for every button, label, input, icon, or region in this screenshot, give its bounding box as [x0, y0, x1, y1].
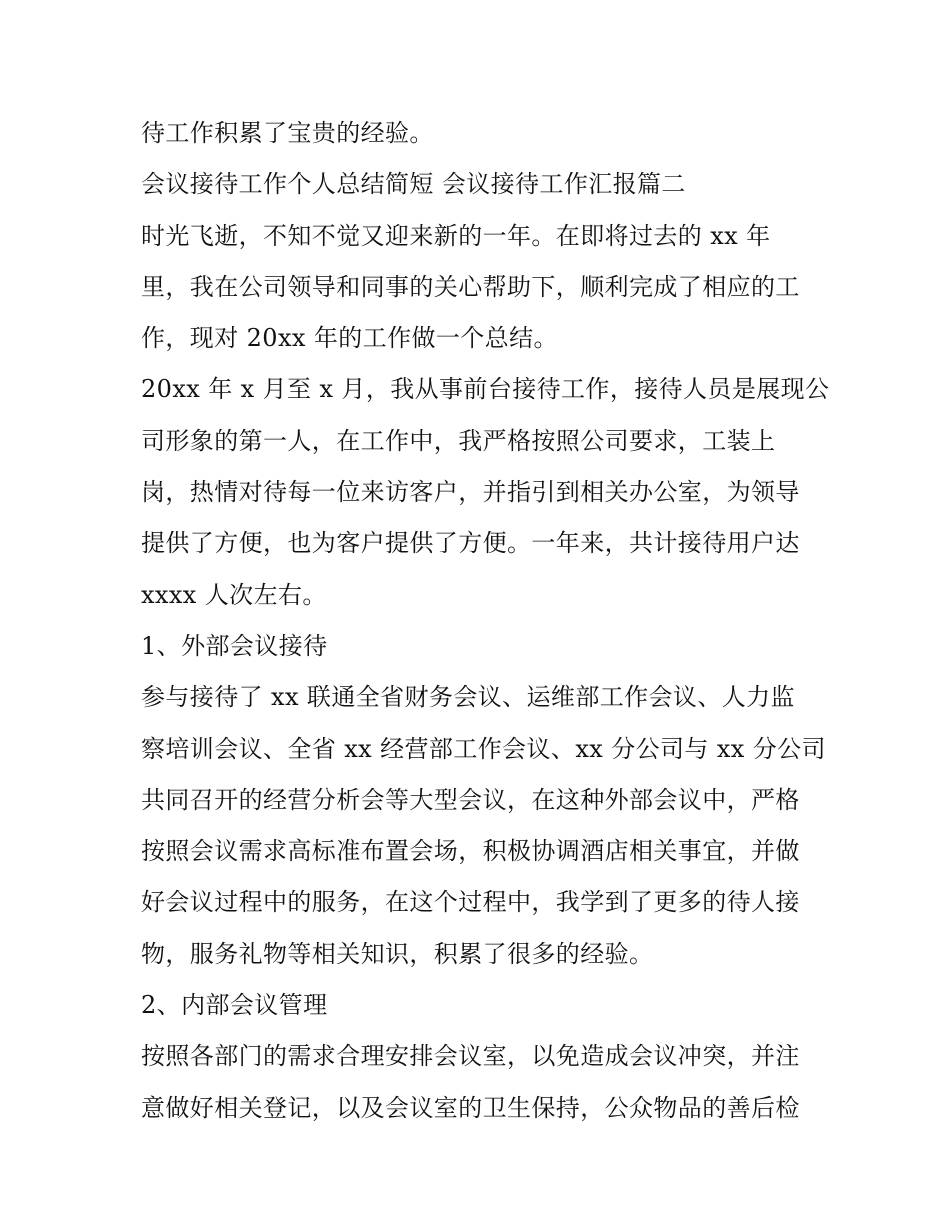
text-line: 时光飞逝，不知不觉又迎来新的一年。在即将过去的 xx 年 [141, 221, 771, 250]
text-line: 提供了方便，也为客户提供了方便。一年来，共计接待用户达 [141, 529, 800, 558]
text-line: 好会议过程中的服务，在这个过程中，我学到了更多的待人接 [141, 888, 800, 917]
text-line: 意做好相关登记，以及会议室的卫生保持，公众物品的善后检 [141, 1093, 800, 1122]
text-line: 察培训会议、全省 xx 经营部工作会议、xx 分公司与 xx 分公司 [141, 734, 826, 763]
text-line: 待工作积累了宝贵的经验。 [141, 119, 434, 147]
subheading-external-meetings: 1、外部会议接待 [141, 631, 328, 660]
subheading-internal-meetings: 2、内部会议管理 [141, 991, 328, 1020]
text-line: 作，现对 20xx 年的工作做一个总结。 [141, 324, 558, 353]
document-body [141, 108, 830, 1134]
section-title: 会议接待工作个人总结简短 会议接待工作汇报篇二 [141, 170, 686, 199]
text-line: 司形象的第一人，在工作中，我严格按照公司要求，工装上 [141, 426, 776, 455]
text-line: 按照会议需求高标准布置会场，积极协调酒店相关事宜，并做 [141, 837, 800, 866]
text-line: 物，服务礼物等相关知识，积累了很多的经验。 [141, 939, 654, 968]
text-line: 按照各部门的需求合理安排会议室，以免造成会议冲突，并注 [141, 1042, 800, 1071]
text-line: xxxx 人次左右。 [141, 580, 327, 609]
text-line: 20xx 年 x 月至 x 月，我从事前台接待工作，接待人员是展现公 [141, 375, 830, 404]
text-line: 参与接待了 xx 联通全省财务会议、运维部工作会议、人力监 [141, 683, 795, 712]
text-line: 里，我在公司领导和同事的关心帮助下，顺利完成了相应的工 [141, 272, 800, 301]
text-line: 岗，热情对待每一位来访客户，并指引到相关办公室，为领导 [141, 478, 800, 507]
text-line: 共同召开的经营分析会等大型会议，在这种外部会议中，严格 [141, 785, 800, 814]
